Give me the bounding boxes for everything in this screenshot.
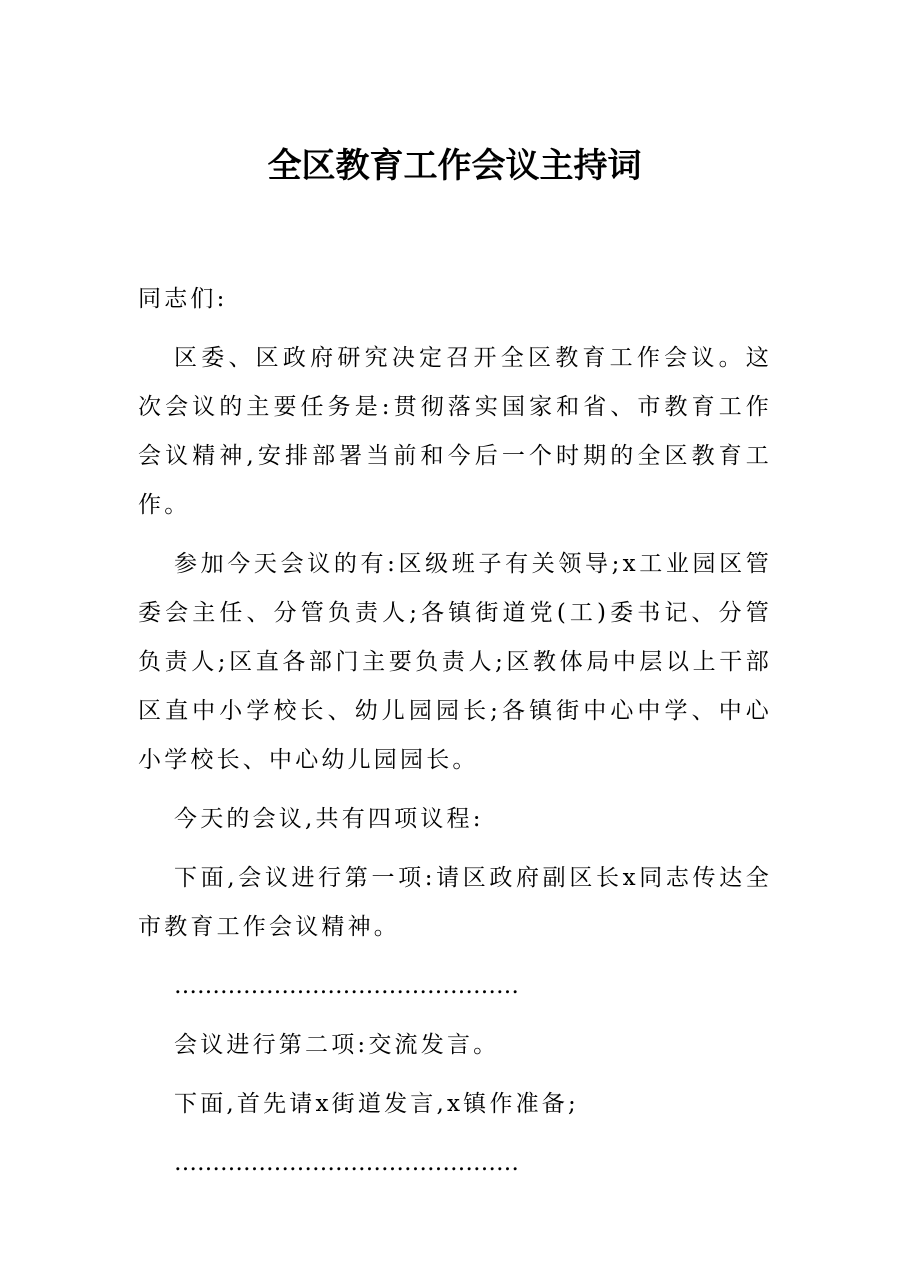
- paragraph-meeting-purpose: 区委、区政府研究决定召开全区教育工作会议。这次会议的主要任务是:贯彻落实国家和省、市教育工作会议精神,安排部署当前和今后一个时期的全区教育工作。: [138, 345, 772, 518]
- ellipsis-line-2: ………………………………………: [174, 1150, 519, 1176]
- document-body: [138, 275, 772, 1198]
- salutation: 同志们:: [138, 286, 228, 312]
- paragraph-first-speaker: 下面,首先请x街道发言,x镇作准备;: [174, 1091, 579, 1117]
- document-title: 全区教育工作会议主持词: [267, 146, 642, 186]
- paragraph-agenda: 今天的会议,共有四项议程:: [174, 806, 484, 832]
- paragraph-item-two: 会议进行第二项:交流发言。: [174, 1032, 500, 1058]
- paragraph-item-one: 下面,会议进行第一项:请区政府副区长x同志传达全市教育工作会议精神。: [138, 865, 772, 940]
- paragraph-attendees: 参加今天会议的有:区级班子有关领导;x工业园区管委会主任、分管负责人;各镇街道党(工)委书记、分管负责人;区直各部门主要负责人;区教体局中层以上干部区直中小学校长、幼儿园园长;各镇街中心中学、中心小学校长、中心幼儿园园长。: [138, 551, 772, 773]
- ellipsis-line-1: ………………………………………: [174, 973, 519, 999]
